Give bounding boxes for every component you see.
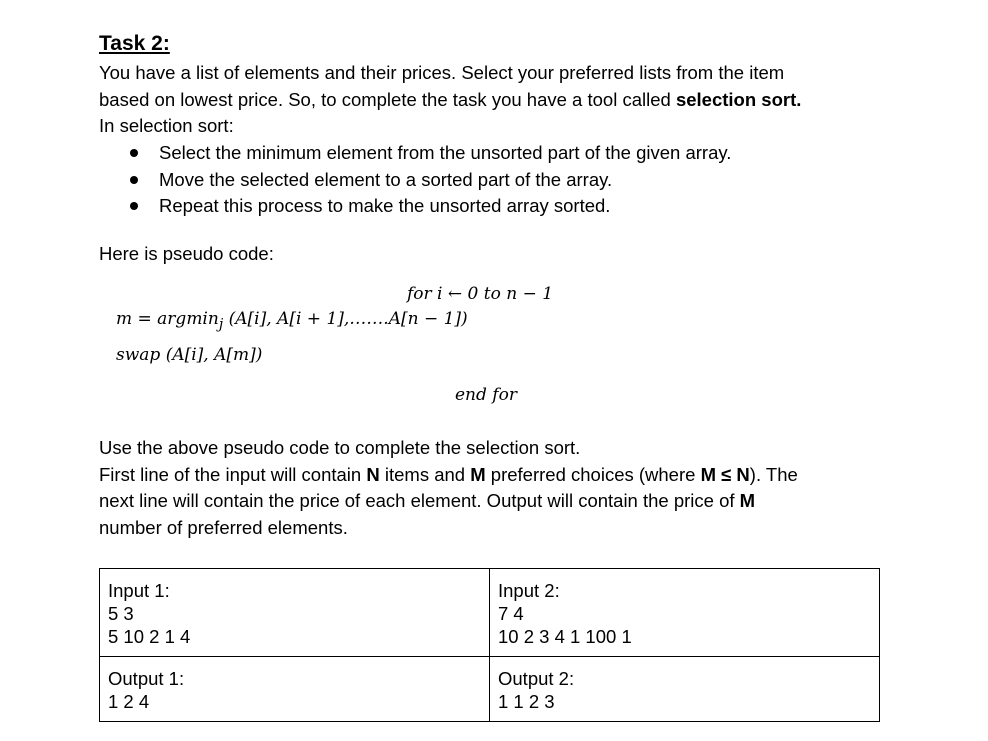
intro-line-3: In selection sort: [99, 115, 234, 136]
intro-line-2: based on lowest price. So, to complete the task you have a tool called [99, 88, 676, 110]
input-2-cell: Input 2: 7 4 10 2 3 4 1 100 1 [490, 569, 880, 657]
table-row [100, 569, 880, 657]
list-item: Select the minimum element from the unsorted part of the given array. [99, 140, 731, 167]
intro-line-1: You have a list of elements and their prices. Select your preferred lists from the item [99, 62, 785, 83]
io-examples-table [99, 568, 880, 722]
bullet-icon [130, 202, 138, 210]
instructions-paragraph: Use the above pseudo code to complete the selection sort. First line of the input will contain N items and M preferred choices (where M ≤ N). The next line will contain the price of each element. Output will contain the price of M number of preferred elements. [99, 437, 798, 538]
pseudo-code-endfor-line: end for [455, 385, 517, 405]
table-row [100, 657, 880, 722]
pseudo-code-swap-line: swap (A[i], A[m]) [116, 345, 263, 365]
bullet-icon [130, 149, 138, 157]
input-1-cell: Input 1: 5 3 5 10 2 1 4 [100, 569, 490, 657]
task-intro-paragraph [99, 60, 889, 140]
selection-sort-term: selection sort. [675, 88, 802, 110]
task-title: Task 2: [99, 32, 170, 55]
steps-list [99, 140, 731, 220]
pseudo-code-argmin-line: m = argmin$_j$ (A[i], A[i + 1],…….A[n − 1]) [116, 309, 468, 333]
pseudo-code-heading: Here is pseudo code: [99, 243, 274, 264]
bullet-icon [130, 176, 138, 184]
output-1-cell: Output 1: 1 2 4 [100, 657, 490, 722]
list-item: Repeat this process to make the unsorted array sorted. [99, 193, 731, 220]
output-2-cell: Output 2: 1 1 2 3 [490, 657, 880, 722]
pseudo-code-for-line: for i ← 0 to n − 1 [407, 284, 554, 304]
list-item: Move the selected element to a sorted part of the array. [99, 167, 731, 194]
